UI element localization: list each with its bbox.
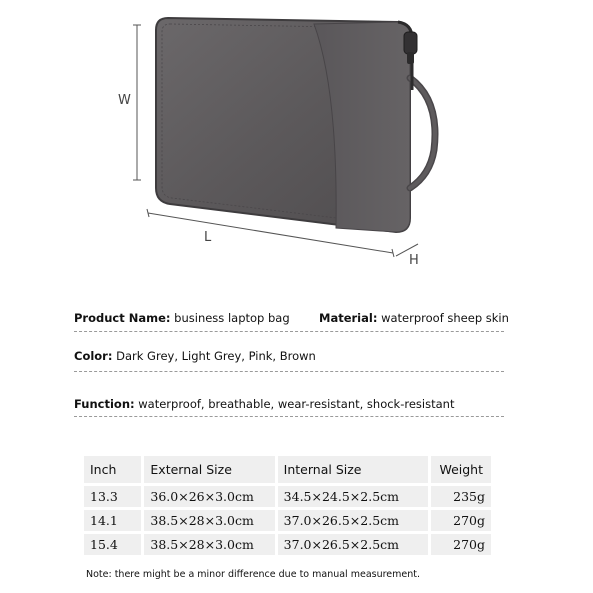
spec-row-name-material [74, 311, 509, 325]
width-dimension [118, 25, 141, 180]
cell-external-size: 38.5×28×3.0cm [141, 510, 274, 531]
table-row [84, 510, 491, 531]
product-name-value: business laptop bag [174, 311, 290, 325]
measurement-note: Note: there might be a minor difference due to manual measurement. [86, 569, 421, 580]
divider [74, 331, 504, 332]
color-value: Dark Grey, Light Grey, Pink, Brown [116, 349, 316, 363]
table-row [84, 486, 491, 507]
cell-internal-size: 34.5×24.5×2.5cm [275, 486, 429, 507]
cell-external-size: 38.5×28×3.0cm [141, 534, 274, 555]
width-label: W [118, 93, 131, 108]
divider [74, 371, 504, 372]
cell-external-size: 36.0×26×3.0cm [141, 486, 274, 507]
table-row [84, 534, 491, 555]
cell-inch: 14.1 [84, 510, 141, 531]
header-external-size: External Size [141, 456, 274, 483]
table-header-row [84, 456, 491, 483]
material-value: waterproof sheep skin [381, 311, 509, 325]
height-label: H [409, 253, 419, 268]
cell-inch: 15.4 [84, 534, 141, 555]
cell-weight: 235g [428, 486, 491, 507]
header-inch: Inch [84, 456, 141, 483]
cell-weight: 270g [428, 534, 491, 555]
product-name-label: Product Name: [74, 311, 171, 325]
length-label: L [204, 230, 212, 245]
height-dimension [396, 244, 419, 268]
divider [74, 416, 504, 417]
cell-weight: 270g [428, 510, 491, 531]
cell-internal-size: 37.0×26.5×2.5cm [275, 510, 429, 531]
function-value: waterproof, breathable, wear-resistant, shock-resistant [138, 397, 455, 411]
material-label: Material: [319, 311, 378, 325]
header-internal-size: Internal Size [275, 456, 429, 483]
cell-internal-size: 37.0×26.5×2.5cm [275, 534, 429, 555]
laptop-bag [156, 18, 435, 232]
size-table [84, 453, 491, 558]
header-weight: Weight [428, 456, 491, 483]
color-label: Color: [74, 349, 113, 363]
function-label: Function: [74, 397, 135, 411]
spec-row-function [74, 397, 504, 411]
cell-inch: 13.3 [84, 486, 141, 507]
spec-row-color [74, 349, 504, 363]
product-image [0, 0, 593, 285]
